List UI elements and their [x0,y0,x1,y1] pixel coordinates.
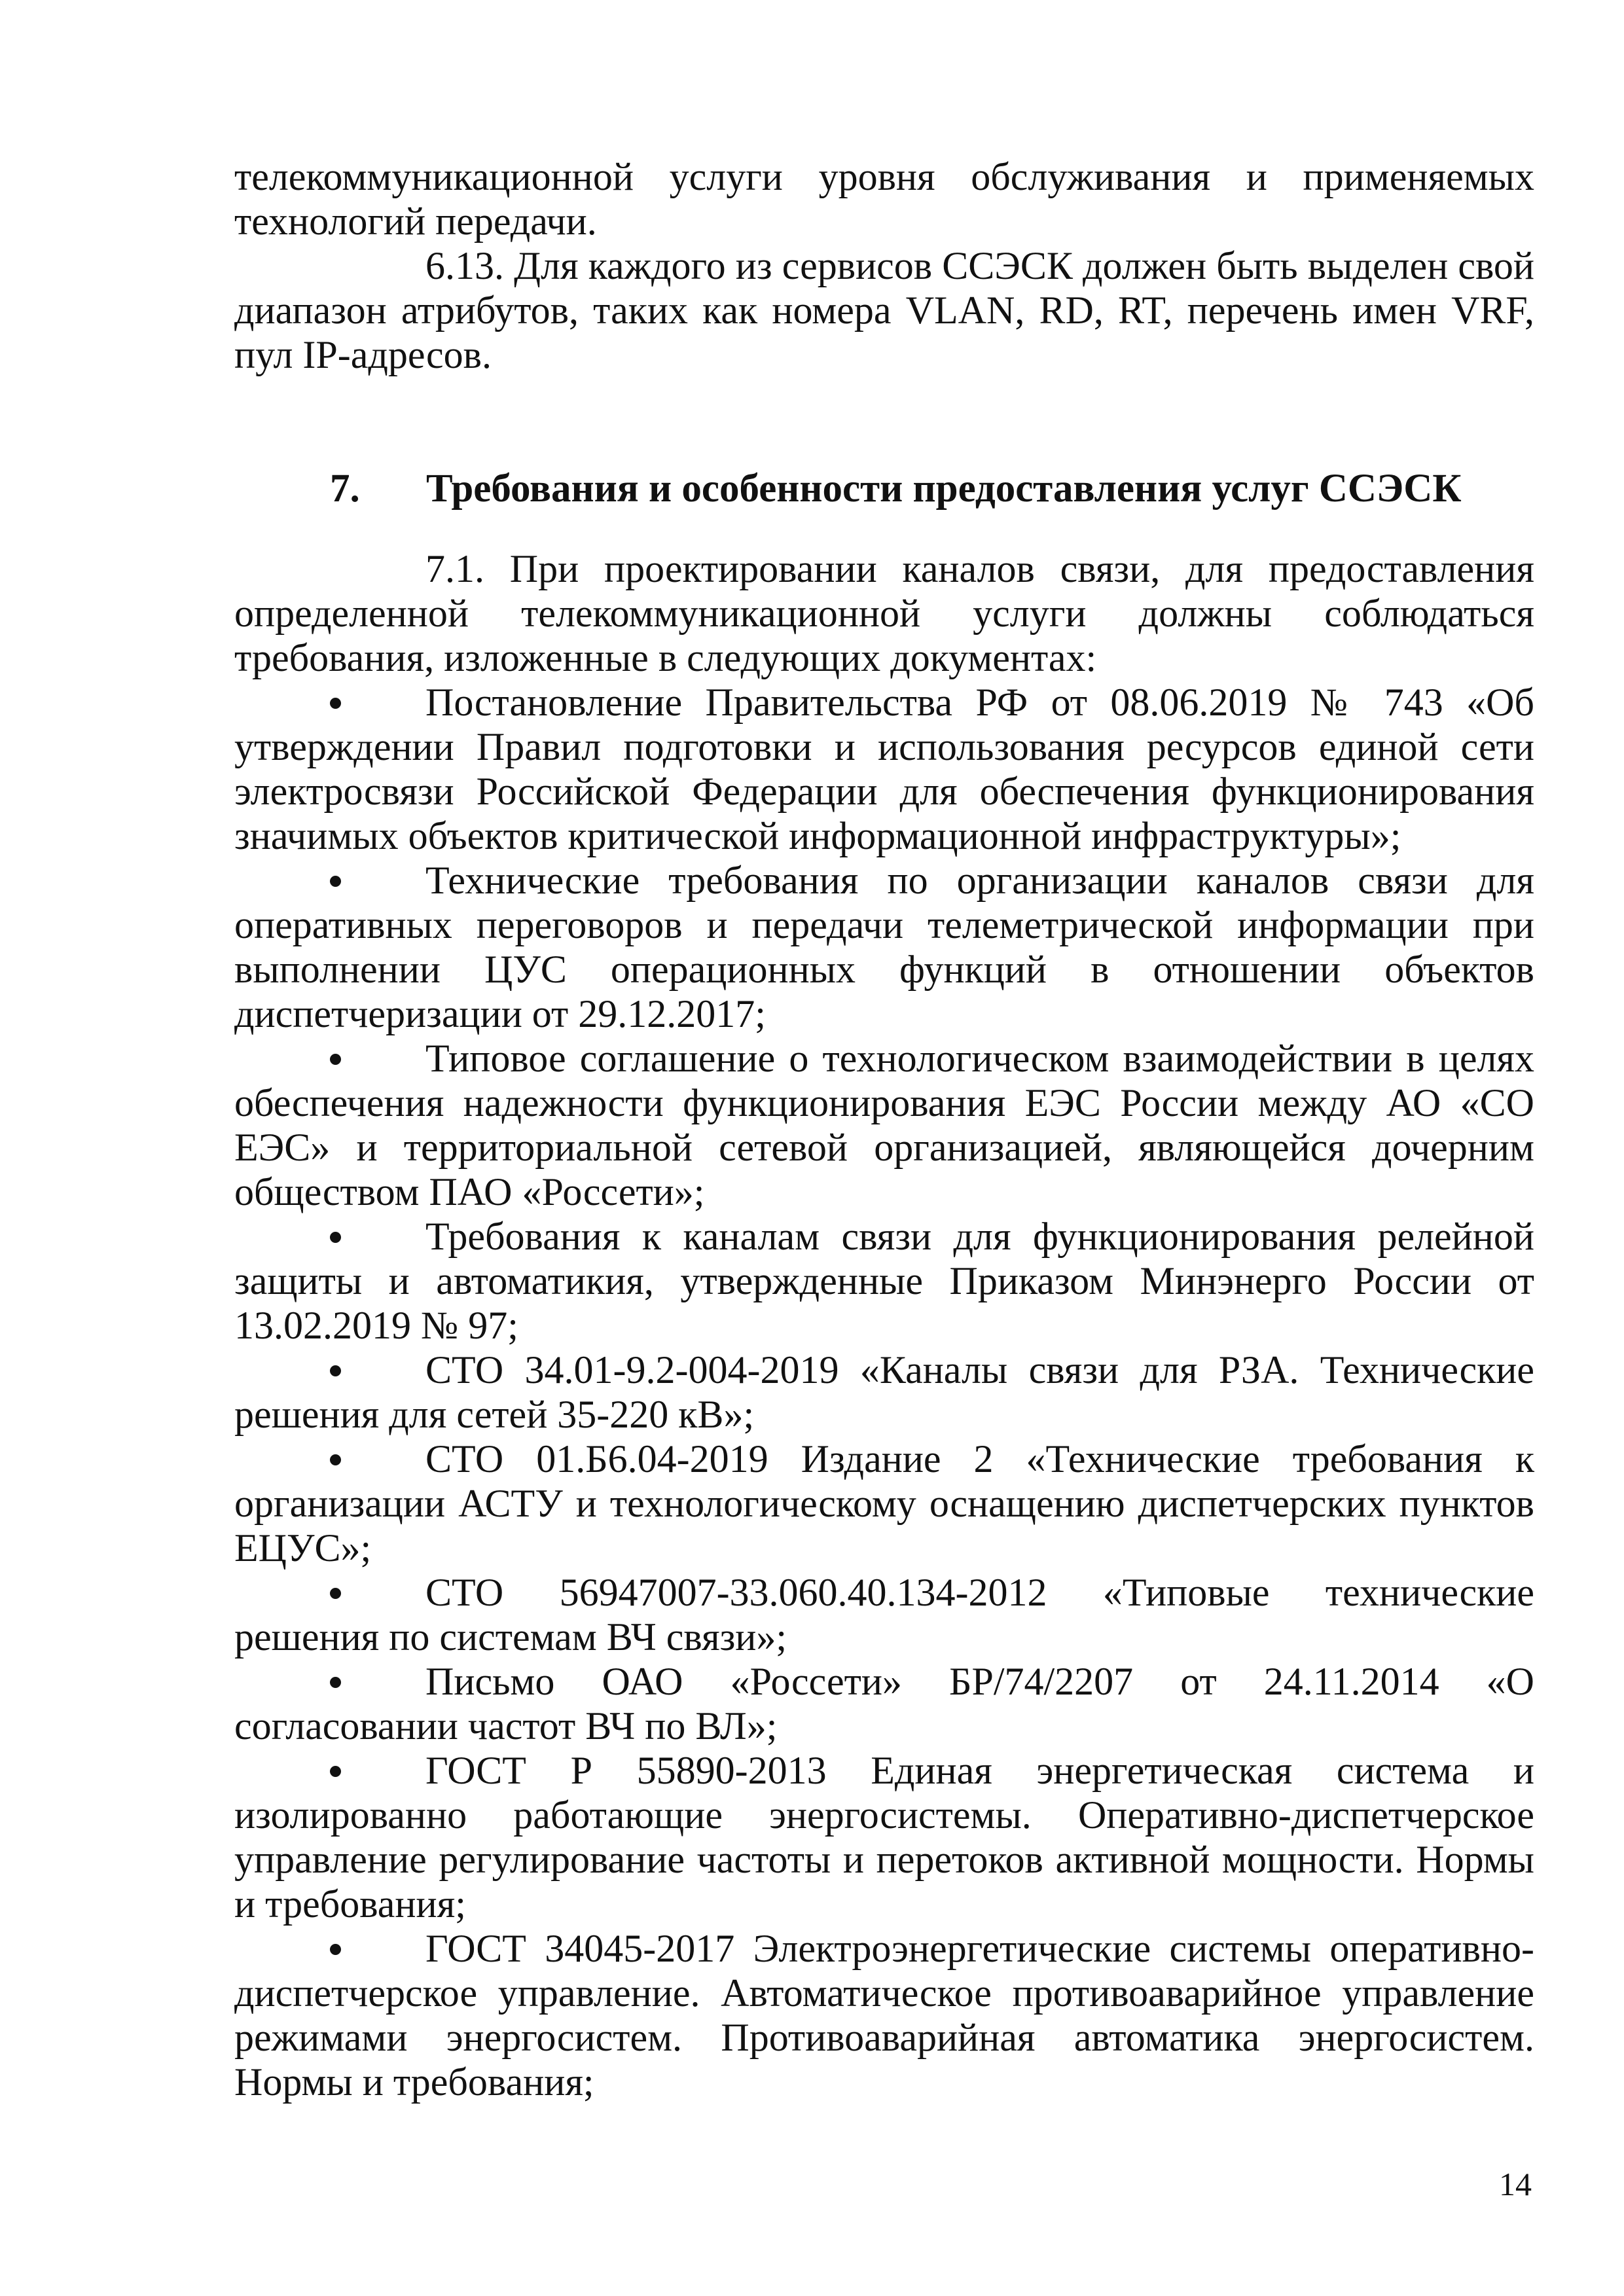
paragraph-6-13: 6.13. Для каждого из сервисов ССЭСК должен быть выделен свой диапазон атрибутов, таких как номера VLAN, RD, RT, перечень имен VRF, пул IP-адресов. [234,244,1535,376]
list-item: Письмо ОАО «Россети» БР/74/2207 от 24.11.2014 «О согласовании частот ВЧ по ВЛ»; [234,1660,1534,1748]
list-item: Постановление Правительства РФ от 08.06.2019 № 743 «Об утверждении Правил подготовки и использования ресурсов единой сети электросвязи Российской Федерации для обеспечения функционирования значимых объектов критической информационной инфраструктуры»; [234,681,1534,857]
list-item: Типовое соглашение о технологическом взаимодействии в целях обеспечения надежности функционирования ЕЭС России между АО «СО ЕЭС» и территориальной сетевой организацией, являющейся дочерним обществом ПАО «Россети»; [234,1037,1534,1213]
bullet-icon [330,1766,341,1777]
bullet-icon [330,876,341,887]
bullet-icon [330,1232,341,1243]
bullet-icon [330,1944,341,1955]
bullet-icon [330,1454,341,1465]
list-item: ГОСТ 34045-2017 Электроэнергетические системы оперативно-диспетчерское управление. Автоматическое противоаварийное управление режимами энергосистем. Противоаварийная автоматика энергосистем. Нормы и требования; [234,1927,1534,2104]
list-item: Технические требования по организации каналов связи для оперативных переговоров и передачи телеметрической информации при выполнении ЦУС операционных функций в отношении объектов диспетчеризации от 29.12.2017; [234,859,1534,1035]
bullet-icon [330,698,341,709]
paragraph-7-1: 7.1. При проектировании каналов связи, для предоставления определенной телекоммуникационной услуги должны соблюдаться требования, изложенные в следующих документах: [234,547,1534,679]
continuation-paragraph: телекоммуникационной услуги уровня обслуживания и применяемых технологий передачи. [234,155,1534,243]
bullet-icon [330,1677,341,1688]
page-number: 14 [1499,2166,1532,2202]
bullet-icon [330,1365,341,1376]
list-item: СТО 34.01-9.2-004-2019 «Каналы связи для РЗА. Технические решения для сетей 35-220 кВ»; [234,1348,1534,1436]
list-item: Требования к каналам связи для функционирования релейной защиты и автоматикия, утвержденные Приказом Минэнерго России от 13.02.2019 № 97; [234,1215,1534,1347]
section-heading [234,467,1534,511]
bullet-icon [330,1588,341,1599]
list-item: СТО 56947007-33.060.40.134-2012 «Типовые технические решения по системам ВЧ связи»; [234,1571,1534,1659]
document-page [234,154,1534,2104]
list-item: ГОСТ Р 55890-2013 Единая энергетическая система и изолированно работающие энергосистемы. Оперативно-диспетчерское управление регулирование частоты и перетоков активной мощности. Нормы и требования; [234,1749,1534,1926]
list-item: СТО 01.Б6.04-2019 Издание 2 «Технические требования к организации АСТУ и технологическому оснащению диспетчерских пунктов ЕЦУС»; [234,1437,1534,1570]
section-number: 7. [330,467,360,511]
documents-list [234,680,1534,2104]
section-title: Требования и особенности предоставления услуг ССЭСК [426,467,1462,511]
bullet-icon [330,1054,341,1065]
